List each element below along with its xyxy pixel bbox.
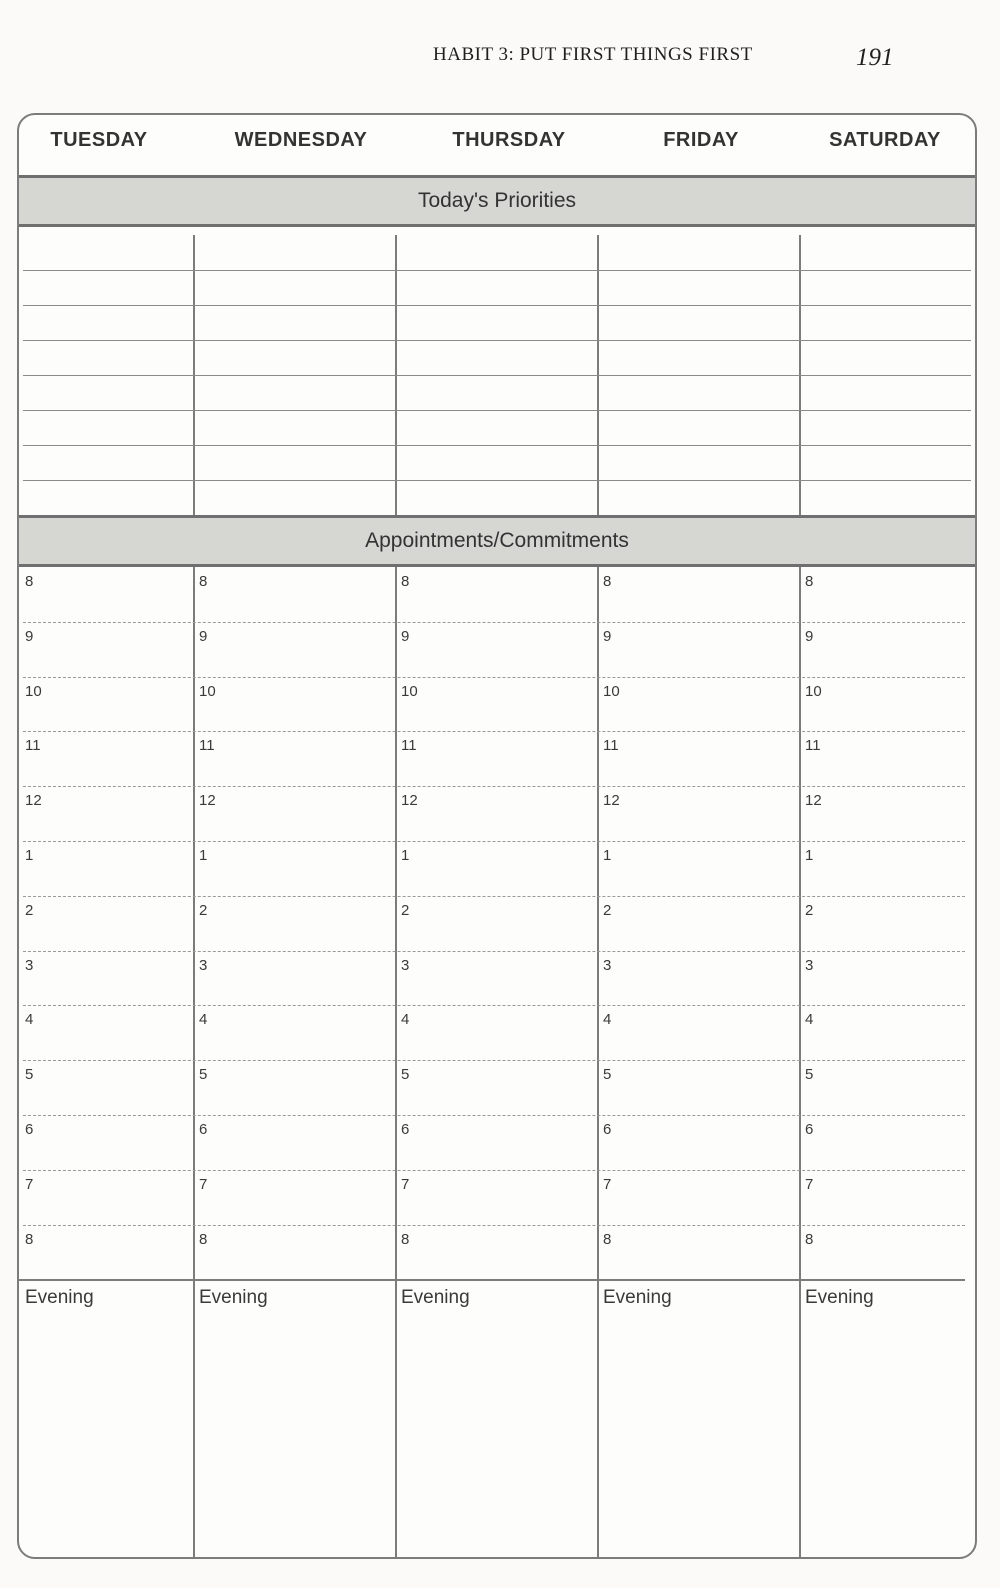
hour-label: 9 xyxy=(25,627,34,645)
hour-label: 10 xyxy=(401,682,418,700)
hour-label: 8 xyxy=(805,573,814,590)
hour-label: 7 xyxy=(25,1175,34,1193)
hour-label: 7 xyxy=(199,1175,208,1193)
hour-divider xyxy=(23,1115,965,1116)
hour-divider xyxy=(23,951,965,952)
priority-line xyxy=(23,375,971,376)
appointments-column-divider xyxy=(799,567,801,1557)
hour-label: 11 xyxy=(401,737,417,755)
appointments-column-divider xyxy=(193,567,195,1557)
hour-label: 1 xyxy=(25,847,34,864)
hour-label: 10 xyxy=(25,682,42,700)
hour-label: 10 xyxy=(603,682,620,700)
hour-label: 1 xyxy=(199,847,208,864)
hour-label: 8 xyxy=(805,1230,814,1248)
hour-label: 9 xyxy=(401,627,410,645)
hour-label: 2 xyxy=(401,901,410,919)
appointments-title: Appointments/Commitments xyxy=(365,529,629,552)
hour-label: 11 xyxy=(603,737,619,755)
day-header-tuesday: TUESDAY xyxy=(50,129,148,151)
evening-divider xyxy=(19,1279,965,1281)
hour-label: 1 xyxy=(401,847,410,864)
hour-divider xyxy=(23,1225,965,1226)
hour-label: 1 xyxy=(805,847,814,864)
hour-label: 5 xyxy=(805,1066,814,1084)
hour-label: 6 xyxy=(603,1121,612,1138)
priority-line xyxy=(23,305,971,306)
hour-label: 2 xyxy=(805,901,814,919)
evening-label: Evening xyxy=(805,1287,874,1309)
appointments-column-divider xyxy=(597,567,599,1557)
hour-label: 10 xyxy=(199,682,216,700)
hour-label: 6 xyxy=(199,1121,208,1138)
priority-line xyxy=(23,410,971,411)
day-header-friday: FRIDAY xyxy=(663,129,739,151)
page-number: 191 xyxy=(856,44,894,71)
evening-label: Evening xyxy=(603,1287,672,1309)
day-header-saturday: SATURDAY xyxy=(829,129,941,151)
hour-label: 8 xyxy=(401,573,410,590)
hour-label: 4 xyxy=(805,1011,814,1029)
hour-label: 6 xyxy=(805,1121,814,1138)
priorities-band xyxy=(19,175,975,227)
priority-line xyxy=(23,340,971,341)
hour-label: 5 xyxy=(25,1066,34,1084)
hour-label: 10 xyxy=(805,682,822,700)
hour-divider xyxy=(23,786,965,787)
hour-label: 5 xyxy=(603,1066,612,1084)
hour-label: 8 xyxy=(199,1230,208,1248)
day-header-thursday: THURSDAY xyxy=(452,129,566,151)
hour-label: 5 xyxy=(199,1066,208,1084)
hour-label: 3 xyxy=(603,956,612,974)
hour-label: 8 xyxy=(25,1230,34,1248)
priority-line xyxy=(23,480,971,481)
evening-label: Evening xyxy=(401,1287,470,1309)
hour-divider xyxy=(23,841,965,842)
hour-label: 8 xyxy=(25,573,34,590)
hour-label: 4 xyxy=(401,1011,410,1029)
evening-label: Evening xyxy=(199,1287,268,1309)
hour-label: 5 xyxy=(401,1066,410,1084)
priority-line xyxy=(23,445,971,446)
hour-label: 3 xyxy=(805,956,814,974)
priority-line xyxy=(23,270,971,271)
hour-label: 11 xyxy=(805,737,821,755)
hour-divider xyxy=(23,896,965,897)
hour-divider xyxy=(23,1170,965,1171)
hour-label: 2 xyxy=(25,901,34,919)
hour-label: 6 xyxy=(25,1121,34,1138)
hour-label: 8 xyxy=(603,1230,612,1248)
hour-label: 8 xyxy=(199,573,208,590)
hour-label: 9 xyxy=(805,627,814,645)
hour-label: 7 xyxy=(603,1175,612,1193)
hour-label: 4 xyxy=(25,1011,34,1029)
hour-label: 12 xyxy=(401,792,418,810)
hour-label: 9 xyxy=(603,627,612,645)
hour-label: 12 xyxy=(199,792,216,810)
hour-label: 6 xyxy=(401,1121,410,1138)
hour-label: 12 xyxy=(25,792,42,810)
hour-label: 7 xyxy=(401,1175,410,1193)
hour-label: 11 xyxy=(25,737,41,755)
hour-label: 11 xyxy=(199,737,215,755)
appointments-band xyxy=(19,515,975,567)
hour-divider xyxy=(23,677,965,678)
running-head: HABIT 3: PUT FIRST THINGS FIRST xyxy=(433,44,753,65)
hour-divider xyxy=(23,731,965,732)
hour-label: 12 xyxy=(603,792,620,810)
hour-label: 4 xyxy=(199,1011,208,1029)
day-header-row xyxy=(19,115,975,177)
hour-label: 8 xyxy=(401,1230,410,1248)
hour-label: 12 xyxy=(805,792,822,810)
hour-label: 2 xyxy=(603,901,612,919)
priorities-title: Today's Priorities xyxy=(417,189,577,212)
evening-label: Evening xyxy=(25,1287,94,1309)
hour-label: 1 xyxy=(603,847,612,864)
hour-label: 3 xyxy=(401,956,410,974)
appointments-column-divider xyxy=(395,567,397,1557)
hour-label: 3 xyxy=(25,956,34,974)
hour-divider xyxy=(23,1060,965,1061)
hour-label: 2 xyxy=(199,901,208,919)
hour-label: 3 xyxy=(199,956,208,974)
hour-label: 8 xyxy=(603,573,612,590)
hour-divider xyxy=(23,1005,965,1006)
hour-label: 7 xyxy=(805,1175,814,1193)
hour-label: 9 xyxy=(199,627,208,645)
hour-divider xyxy=(23,622,965,623)
weekly-planner xyxy=(17,113,977,1559)
hour-label: 4 xyxy=(603,1011,612,1029)
day-header-wednesday: WEDNESDAY xyxy=(234,129,368,151)
